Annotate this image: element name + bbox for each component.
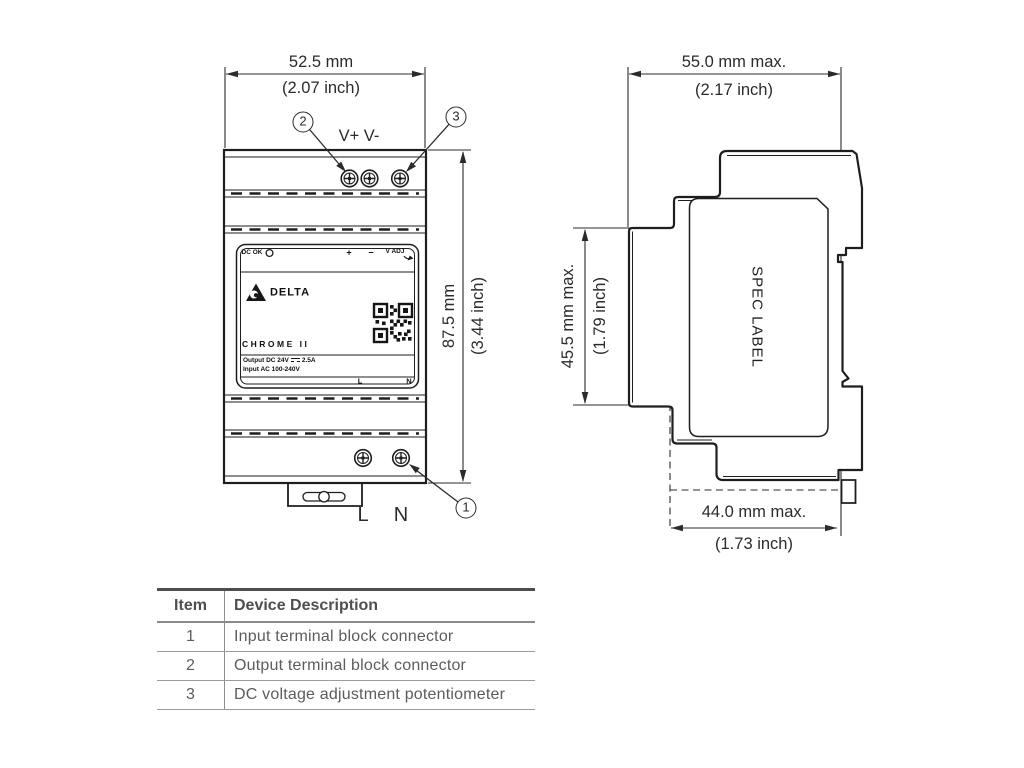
table-header-row <box>157 590 535 623</box>
model-name: CHROME II <box>242 339 310 349</box>
panel-input-spec: Input AC 100-240V <box>243 366 300 373</box>
callout-2-badge: 2 <box>293 112 314 133</box>
input-neutral-label: N <box>393 504 409 526</box>
side-rail-depth-mm: 44.0 mm max. <box>701 502 807 521</box>
dc-symbol-icon <box>291 358 300 363</box>
output-spec-text: Output DC 24V <box>243 357 289 365</box>
device-description-table <box>157 588 535 710</box>
side-front-depth-inch: (1.79 inch) <box>590 277 609 355</box>
side-rail-depth-inch: (1.73 inch) <box>715 534 793 553</box>
side-depth-inch: (2.17 inch) <box>695 80 773 99</box>
callout-1-badge: 1 <box>456 498 477 519</box>
panel-v-adj-label: V ADJ <box>385 247 405 255</box>
front-height-mm: 87.5 mm <box>439 283 458 349</box>
side-front-depth-mm: 45.5 mm max. <box>558 263 577 369</box>
callout-3-badge: 3 <box>446 107 467 128</box>
front-height-inch: (3.44 inch) <box>468 277 487 355</box>
item-description: Output terminal block connector <box>225 652 536 681</box>
output-terminals-label: V+ V- <box>338 126 380 145</box>
item-number: 3 <box>157 681 225 710</box>
item-number: 2 <box>157 652 225 681</box>
panel-neutral-label: N <box>406 376 412 386</box>
v-adj-potentiometer-screw <box>392 170 409 187</box>
panel-minus-label: − <box>368 247 374 258</box>
panel-plus-label: + <box>346 247 352 258</box>
brand-wordmark: DELTA <box>269 286 311 299</box>
item-number: 1 <box>157 622 225 652</box>
table-row <box>157 652 535 681</box>
spec-label-text: SPEC LABEL <box>748 266 766 368</box>
rail-bottom-tab <box>842 480 856 503</box>
input-line-label: L <box>357 504 369 526</box>
panel-dc-ok-label: DC OK <box>241 248 263 256</box>
item-column-header: Item <box>157 590 225 623</box>
table-row <box>157 681 535 710</box>
input-terminal-screws <box>355 450 410 467</box>
din-rail-latch <box>288 483 362 506</box>
item-description: DC voltage adjustment potentiometer <box>225 681 536 710</box>
front-width-mm: 52.5 mm <box>288 52 354 71</box>
item-description: Input terminal block connector <box>225 622 536 652</box>
description-column-header: Device Description <box>225 590 536 623</box>
panel-output-spec <box>243 358 316 365</box>
side-depth-mm: 55.0 mm max. <box>681 52 787 71</box>
output-terminal-screws <box>341 170 378 187</box>
panel-line-label: L <box>357 376 363 386</box>
table-row <box>157 622 535 652</box>
output-current-text: 2.5A <box>301 357 316 365</box>
front-width-inch: (2.07 inch) <box>282 78 360 97</box>
